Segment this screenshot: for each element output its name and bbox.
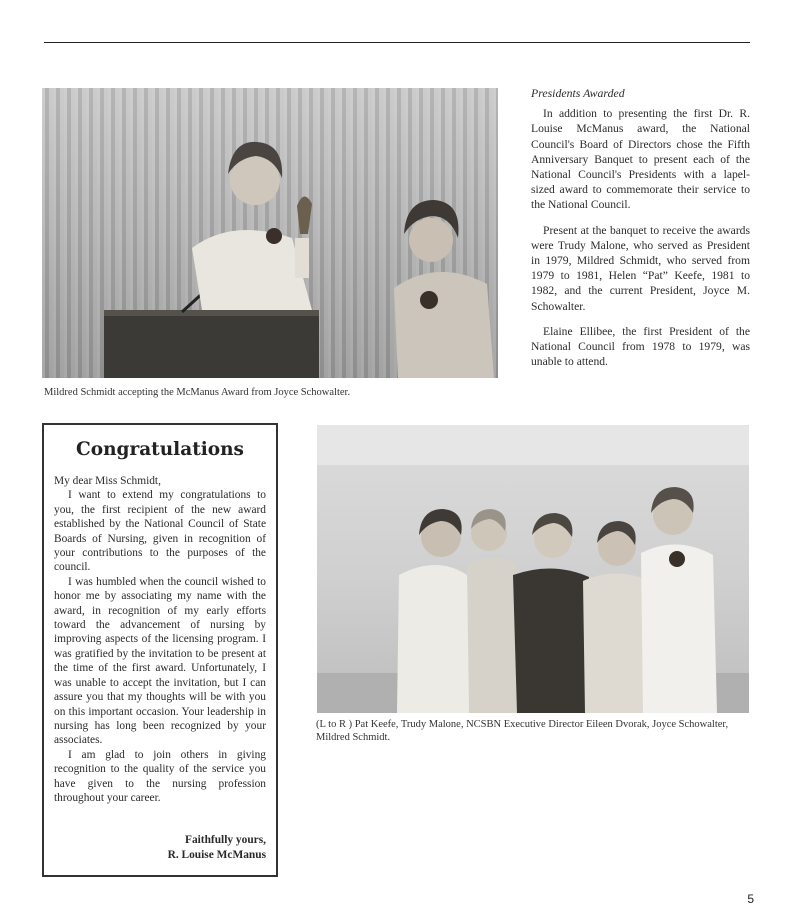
group-photo-caption: (L to R ) Pat Keefe, Trudy Malone, NCSBN Executive Director Eileen Dvorak, Joyce Schowalter, Mildred Schmidt. (316, 719, 729, 743)
group-photo-illustration (317, 425, 749, 713)
article-paragraph: Present at the banquet to receive the awards were Trudy Malone, who served as President in 1979, Mildred Schmidt, who served from 1979 to 1981, Helen “Pat” Keefe, 1981 to 1982, and the current President, Joyce M. Schowalter. (531, 223, 750, 313)
award-photo (42, 88, 498, 378)
congratulations-letter (42, 423, 278, 877)
award-photo-illustration (42, 88, 498, 378)
letter-closing: Faithfully yours, (184, 834, 266, 847)
letter-signoff (54, 833, 266, 863)
presidents-awarded-article (531, 86, 750, 379)
article-paragraph: Elaine Ellibee, the first President of the National Council from 1978 to 1979, was unable to attend. (531, 324, 750, 369)
award-photo-caption: Mildred Schmidt accepting the McManus Award from Joyce Schowalter. (44, 387, 351, 398)
article-paragraph: In addition to presenting the first Dr. R. Louise McManus award, the National Council's Board of Directors chose the Fifth Anniversary Banquet to present each of the National Council's Presidents with a lapel-sized award to commemorate their service to the National Council. (531, 107, 750, 212)
letter-paragraph: I want to extend my congratulations to you, the first recipient of the new award established by the National Council of State Boards of Nursing, given in recognition of your contributions to the purposes of the council. (54, 489, 266, 574)
letter-paragraph: I am glad to join others in giving recognition to the quality of the service you have given to the nursing profession throughout your career. (54, 748, 266, 804)
group-photo (317, 425, 749, 713)
letter-paragraph: I was humbled when the council wished to honor me by associating my name with the award, in recognition of my early efforts toward the advancement of nursing by improving aspects of the licensing program. I was gratified by the invitation to be present at the time of the first award. Unfortunately, I was unable to accept the invitation, but I can assure you that my thoughts will be with you on this important occasion. Your leadership in nursing has long been recognized by your associates. (54, 575, 266, 747)
letter-signature: R. Louise McManus (167, 849, 266, 862)
top-rule (44, 42, 750, 43)
article-heading: Presidents Awarded (531, 86, 625, 100)
letter-salutation: My dear Miss Schmidt, (54, 475, 161, 487)
letter-title: Congratulations (76, 439, 244, 460)
page-number: 5 (747, 892, 754, 906)
